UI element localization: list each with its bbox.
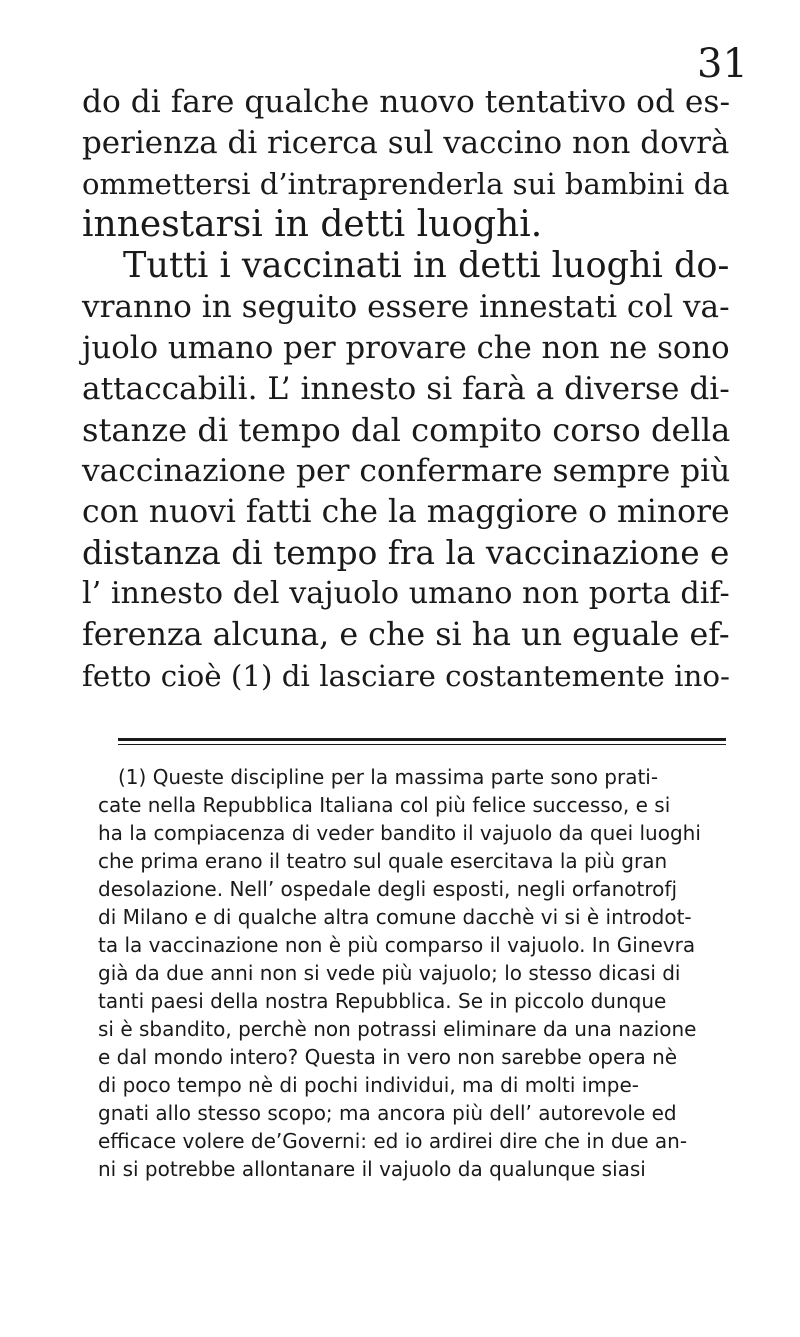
body-line: con nuovi fatti che la maggiore o minore — [82, 494, 730, 530]
body-line: do di fare qualche nuovo tentativo od es- — [82, 84, 731, 120]
footnote-line: e dal mondo intero? Questa in vero non sarebbe opera nè — [98, 1045, 678, 1069]
footnote-line: già da due anni non si vede più vajuolo; lo stesso dicasi di — [98, 961, 681, 985]
footnote-line: cate nella Repubblica Italiana col più felice successo, e si — [98, 793, 671, 817]
body-line: perienza di ricerca sul vaccino non dovrà — [82, 125, 730, 161]
footnote-line: di Milano e di qualche altra comune dacchè vi si è introdot- — [98, 905, 692, 929]
body-line: vranno in seguito essere innestati col va- — [82, 289, 730, 325]
body-line: fetto cioè (1) di lasciare costantemente ino- — [82, 659, 730, 693]
footnote-line: si è sbandito, perchè non potrassi eliminare da una nazione — [98, 1017, 697, 1041]
body-line: ommettersi d’intraprenderla sui bambini da — [82, 167, 730, 201]
body-line: vaccinazione per confermare sempre più — [82, 453, 731, 489]
body-line: juolo umano per provare che non ne sono — [82, 330, 730, 366]
page-number: 31 — [697, 41, 748, 87]
footnote-line: ni si potrebbe allontanare il vajuolo da qualunque siasi — [98, 1157, 646, 1181]
body-line: l’ innesto del vajuolo umano non porta dif- — [82, 576, 730, 611]
footnote-line: di poco tempo nè di pochi individui, ma di molti impe- — [98, 1073, 640, 1097]
footnote-line: gnati allo stesso scopo; ma ancora più dell’ autorevole ed — [98, 1101, 677, 1125]
footnote-line: ta la vaccinazione non è più comparso il vajuolo. In Ginevra — [98, 933, 696, 957]
footnote-separator — [118, 738, 726, 741]
footnote-line: (1) Queste discipline per la massima parte sono prati- — [118, 765, 659, 789]
body-line: Tutti i vaccinati in detti luoghi do- — [123, 245, 730, 286]
footnote-line: che prima erano il teatro sul quale esercitava la più gran — [98, 849, 668, 873]
footnote-line: desolazione. Nell’ ospedale degli esposti, negli orfanotrofj — [98, 877, 678, 901]
body-line: ferenza alcuna, e che si ha un eguale ef- — [82, 617, 730, 653]
body-line: attaccabili. L’ innesto si farà a diverse di- — [82, 371, 730, 407]
footnote-line: efficace volere de’Governi: ed io ardirei dire che in due an- — [98, 1129, 688, 1153]
footnote-line: tanti paesi della nostra Repubblica. Se in piccolo dunque — [98, 989, 667, 1013]
footnote-line: ha la compiacenza di veder bandito il vajuolo da quei luoghi — [98, 821, 701, 845]
body-line: stanze di tempo dal compito corso della — [82, 411, 731, 449]
body-line: innestarsi in detti luoghi. — [82, 204, 543, 245]
body-line: distanza di tempo fra la vaccinazione e — [82, 534, 730, 572]
